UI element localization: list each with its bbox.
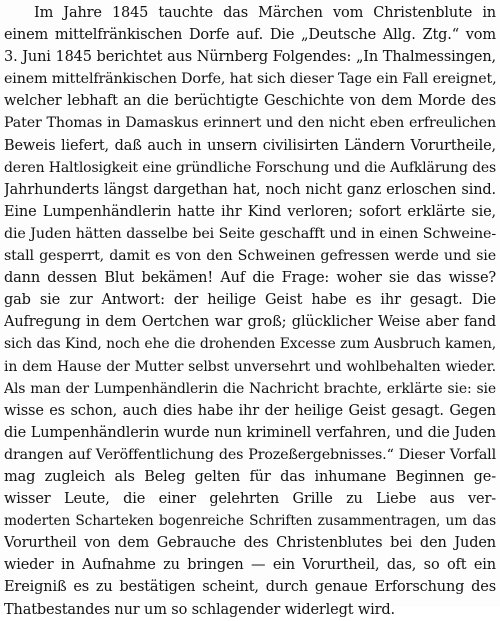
text-line: deren Haltlosigkeit eine gründliche Forschung und die Aufklärung des <box>4 159 496 176</box>
paragraph <box>4 2 496 621</box>
text-line: Beweis liefert, daß auch in unsern civilisirten Ländern Vorurtheile, <box>4 137 496 154</box>
text-line: die Lumpenhändlerin wurde nun kriminell verfahren, und die Juden <box>4 424 496 441</box>
text-line: die Juden hätten dasselbe bei Seite geschafft und in einen Schweine- <box>4 225 496 242</box>
text-line: gab sie zur Antwort: der heilige Geist habe es ihr gesagt. Die <box>4 292 496 309</box>
text-line: einem mittelfränkischen Dorfe, hat sich dieser Tage ein Fall ereignet, <box>4 71 496 88</box>
text-line: Ereigniß es zu bestätigen scheint, durch genaue Erforschung des <box>4 579 496 596</box>
text-line: 3. Juni 1845 berichtet aus Nürnberg Folgendes: „In Thalmessingen, <box>4 49 496 66</box>
text-line: Jahrhunderts längst dargethan hat, noch nicht ganz erloschen sind. <box>4 181 496 198</box>
text-line: moderten Scharteken bogenreiche Schriften zusammentragen, um das <box>4 513 496 530</box>
text-line: Aufregung in dem Oertchen war groß; glücklicher Weise aber fand <box>4 314 496 331</box>
text-line: sich das Kind, noch ehe die drohenden Excesse zum Ausbruch kamen, <box>4 336 496 353</box>
text-line: wisse es schon, auch dies habe ihr der heilige Geist gesagt. Gegen <box>4 402 496 419</box>
text-line: welcher lebhaft an die berüchtigte Geschichte von dem Morde des <box>4 93 496 110</box>
text-line: Als man der Lumpenhändlerin die Nachricht brachte, erklärte sie: sie <box>4 380 496 397</box>
text-line: Pater Thomas in Damaskus erinnert und den nicht eben erfreulichen <box>4 115 496 132</box>
text-line: wisser Leute, die einer gelehrten Grille zu Liebe aus ver- <box>4 491 496 508</box>
text-line: in dem Hause der Mutter selbst unversehrt und wohlbehalten wieder. <box>4 358 496 375</box>
text-line: stall gesperrt, damit es von den Schweinen gefressen werde und sie <box>4 248 496 265</box>
text-line: Thatbestandes nur um so schlagender widerlegt wird. <box>4 601 395 618</box>
text-line: wieder in Aufnahme zu bringen — ein Vorurtheil, das, so oft ein <box>4 557 496 574</box>
text-line: mag zugleich als Beleg gelten für das inhumane Beginnen ge- <box>4 468 496 485</box>
text-line: Im Jahre 1845 tauchte das Märchen vom Christenblute in <box>34 5 496 21</box>
text-line: Vorurtheil von dem Gebrauche des Christenblutes bei den Juden <box>4 535 496 552</box>
text-line: einem mittelfränkischen Dorfe auf. Die „Deutsche Allg. Ztg.“ vom <box>4 27 496 44</box>
text-line: drangen auf Veröffentlichung des Prozeßergebnisses.“ Dieser Vorfall <box>4 446 496 463</box>
text-line: Eine Lumpenhändlerin hatte ihr Kind verloren; sofort erklärte sie, <box>4 203 496 220</box>
text-line: dann dessen Blut bekämen! Auf die Frage: woher sie das wisse? <box>4 270 496 287</box>
